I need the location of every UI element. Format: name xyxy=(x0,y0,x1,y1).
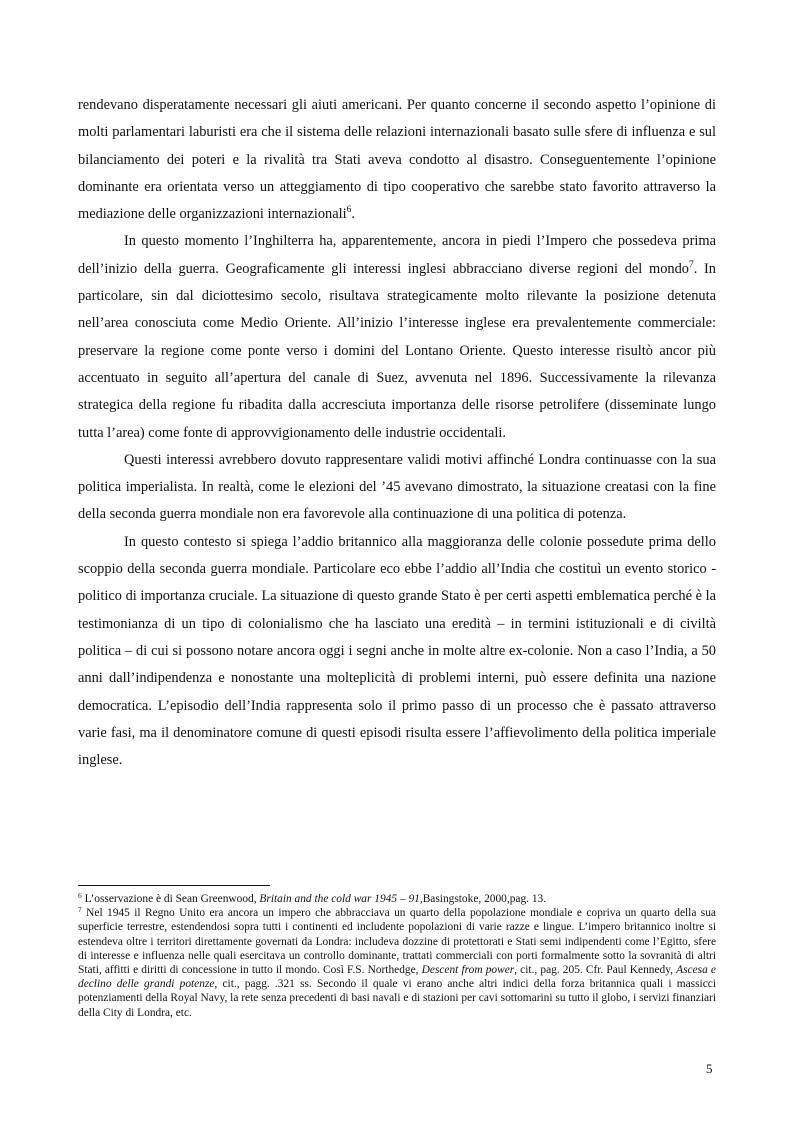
italic-title: Descent from power xyxy=(421,964,515,977)
paragraph xyxy=(78,228,716,446)
italic-title: Britain and the cold war 1945 – 91, xyxy=(259,893,423,905)
footnote-marker: 7 xyxy=(78,905,82,915)
text-run: Nel 1945 il Regno Unito era ancora un impero che abbracciava un quarto della popolazione mondiale e copriva un quarto della sua superficie terrestre, estendendosi sopra tutti i continenti ed includente popolazioni di varie razze e lingue. L’impero britannico inoltre si estendeva oltre i territori direttamente governati da Londra: includeva dozzine di protettorati e Stati semi indipendenti come l’Egitto, sfere di interesse e influenza nelle quali esercitava un controllo dominante, trattati commerciali con porti formalmente sotto la sovranità di altri Stati, affitti e diritti di concessione in tutto il mondo. Così F.S. Northedge, xyxy=(78,907,716,977)
text-run: , cit., pag. 205. Cfr. Paul Kennedy, xyxy=(514,964,677,977)
footnote-marker: 6 xyxy=(78,891,82,900)
footnote-marker: 6 xyxy=(346,205,352,216)
page-number: 5 xyxy=(706,1061,713,1076)
text-run: . In particolare, sin dal diciottesimo secolo, risultava strategicamente molto rilevante la posizione detenuta nell’area conosciuta come Medio Oriente. All’inizio l’interesse inglese era prevalentemente commerciale: preservare la regione come ponte verso i domini del Lontano Oriente. Questo interesse risultò ancor più accentuato in seguito all’apertura del canale di Suez, avvenuta nel 1896. Successivamente la rilevanza strategica della regione fu ribadita dalla accresciuta importanza delle risorse petrolifere (disseminate lungo tutta l’area) come fonte di approvvigionamento delle industrie occidentali. xyxy=(78,260,717,441)
text-run: . xyxy=(351,206,355,223)
text-run: Basingstoke, 2000,pag. 13. xyxy=(422,893,547,905)
text-run: cit., pagg. .321 ss. Secondo il quale vi erano anche altri indici della forza britannica quali i massicci potenziamenti della Royal Navy, la rete senza precedenti di basi navali e di stazioni per cavi sottomarini su tutto il globo, i servizi finanziari della City di Londra, etc. xyxy=(78,978,716,1019)
footnote xyxy=(78,906,716,1020)
paragraph xyxy=(78,92,716,228)
text-run: L’osservazione è di Sean Greenwood, xyxy=(81,893,260,905)
footnote-separator xyxy=(78,885,270,886)
paragraph xyxy=(78,529,716,775)
italic-title: Ascesa e declino delle grandi potenze, xyxy=(78,964,716,991)
footnotes xyxy=(78,892,716,1020)
text-run: In questo contesto si spiega l’addio britannico alla maggioranza delle colonie possedute prima dello scoppio della seconda guerra mondiale. Particolare eco ebbe l’addio all’India che costituì un evento storico - politico di importanza cruciale. La situazione di questo grande Stato è per certi aspetti emblematica perché è la testimonianza di un tipo di colonialismo che ha lasciato una eredità – in termini istituzionali e di civiltà politica – di cui si possono notare ancora oggi i segni anche in molte altre ex-colonie. Non a caso l’India, a 50 anni dall’indipendenza e nonostante una molteplicità di problemi interni, può essere definita una nazione democratica. L’episodio dell’India rappresenta solo il primo passo di un processo che è passato attraverso varie fasi, ma il denominatore comune di questi episodi risulta essere l’affievolimento della politica imperiale inglese. xyxy=(78,533,716,769)
footnote-marker: 7 xyxy=(688,259,694,270)
footnote xyxy=(78,892,716,906)
text-run: rendevano disperatamente necessari gli aiuti americani. Per quanto concerne il secondo aspetto l’opinione di molti parlamentari laburisti era che il sistema delle relazioni internazionali basato sulle sfere di influenza e sul bilanciamento dei poteri e la rivalità tra Stati aveva condotto al disastro. Conseguentemente l’opinione dominante era orientata verso un atteggiamento di tipo cooperativo che sarebbe stato favorito attraverso la mediazione delle organizzazioni internazionali xyxy=(78,97,716,223)
text-run: In questo momento l’Inghilterra ha, apparentemente, ancora in piedi l’Impero che possedeva prima dell’inizio della guerra. Geograficamente gli interessi inglesi abbracciano diverse regioni del mondo xyxy=(78,233,716,277)
text-run: Questi interessi avrebbero dovuto rappresentare validi motivi affinché Londra continuasse con la sua politica imperialista. In realtà, come le elezioni del ’45 avevano dimostrato, la situazione creatasi con la fine della seconda guerra mondiale non era favorevole alla continuazione di una politica di potenza. xyxy=(78,451,716,523)
body-text xyxy=(78,92,716,774)
paragraph xyxy=(78,447,716,529)
